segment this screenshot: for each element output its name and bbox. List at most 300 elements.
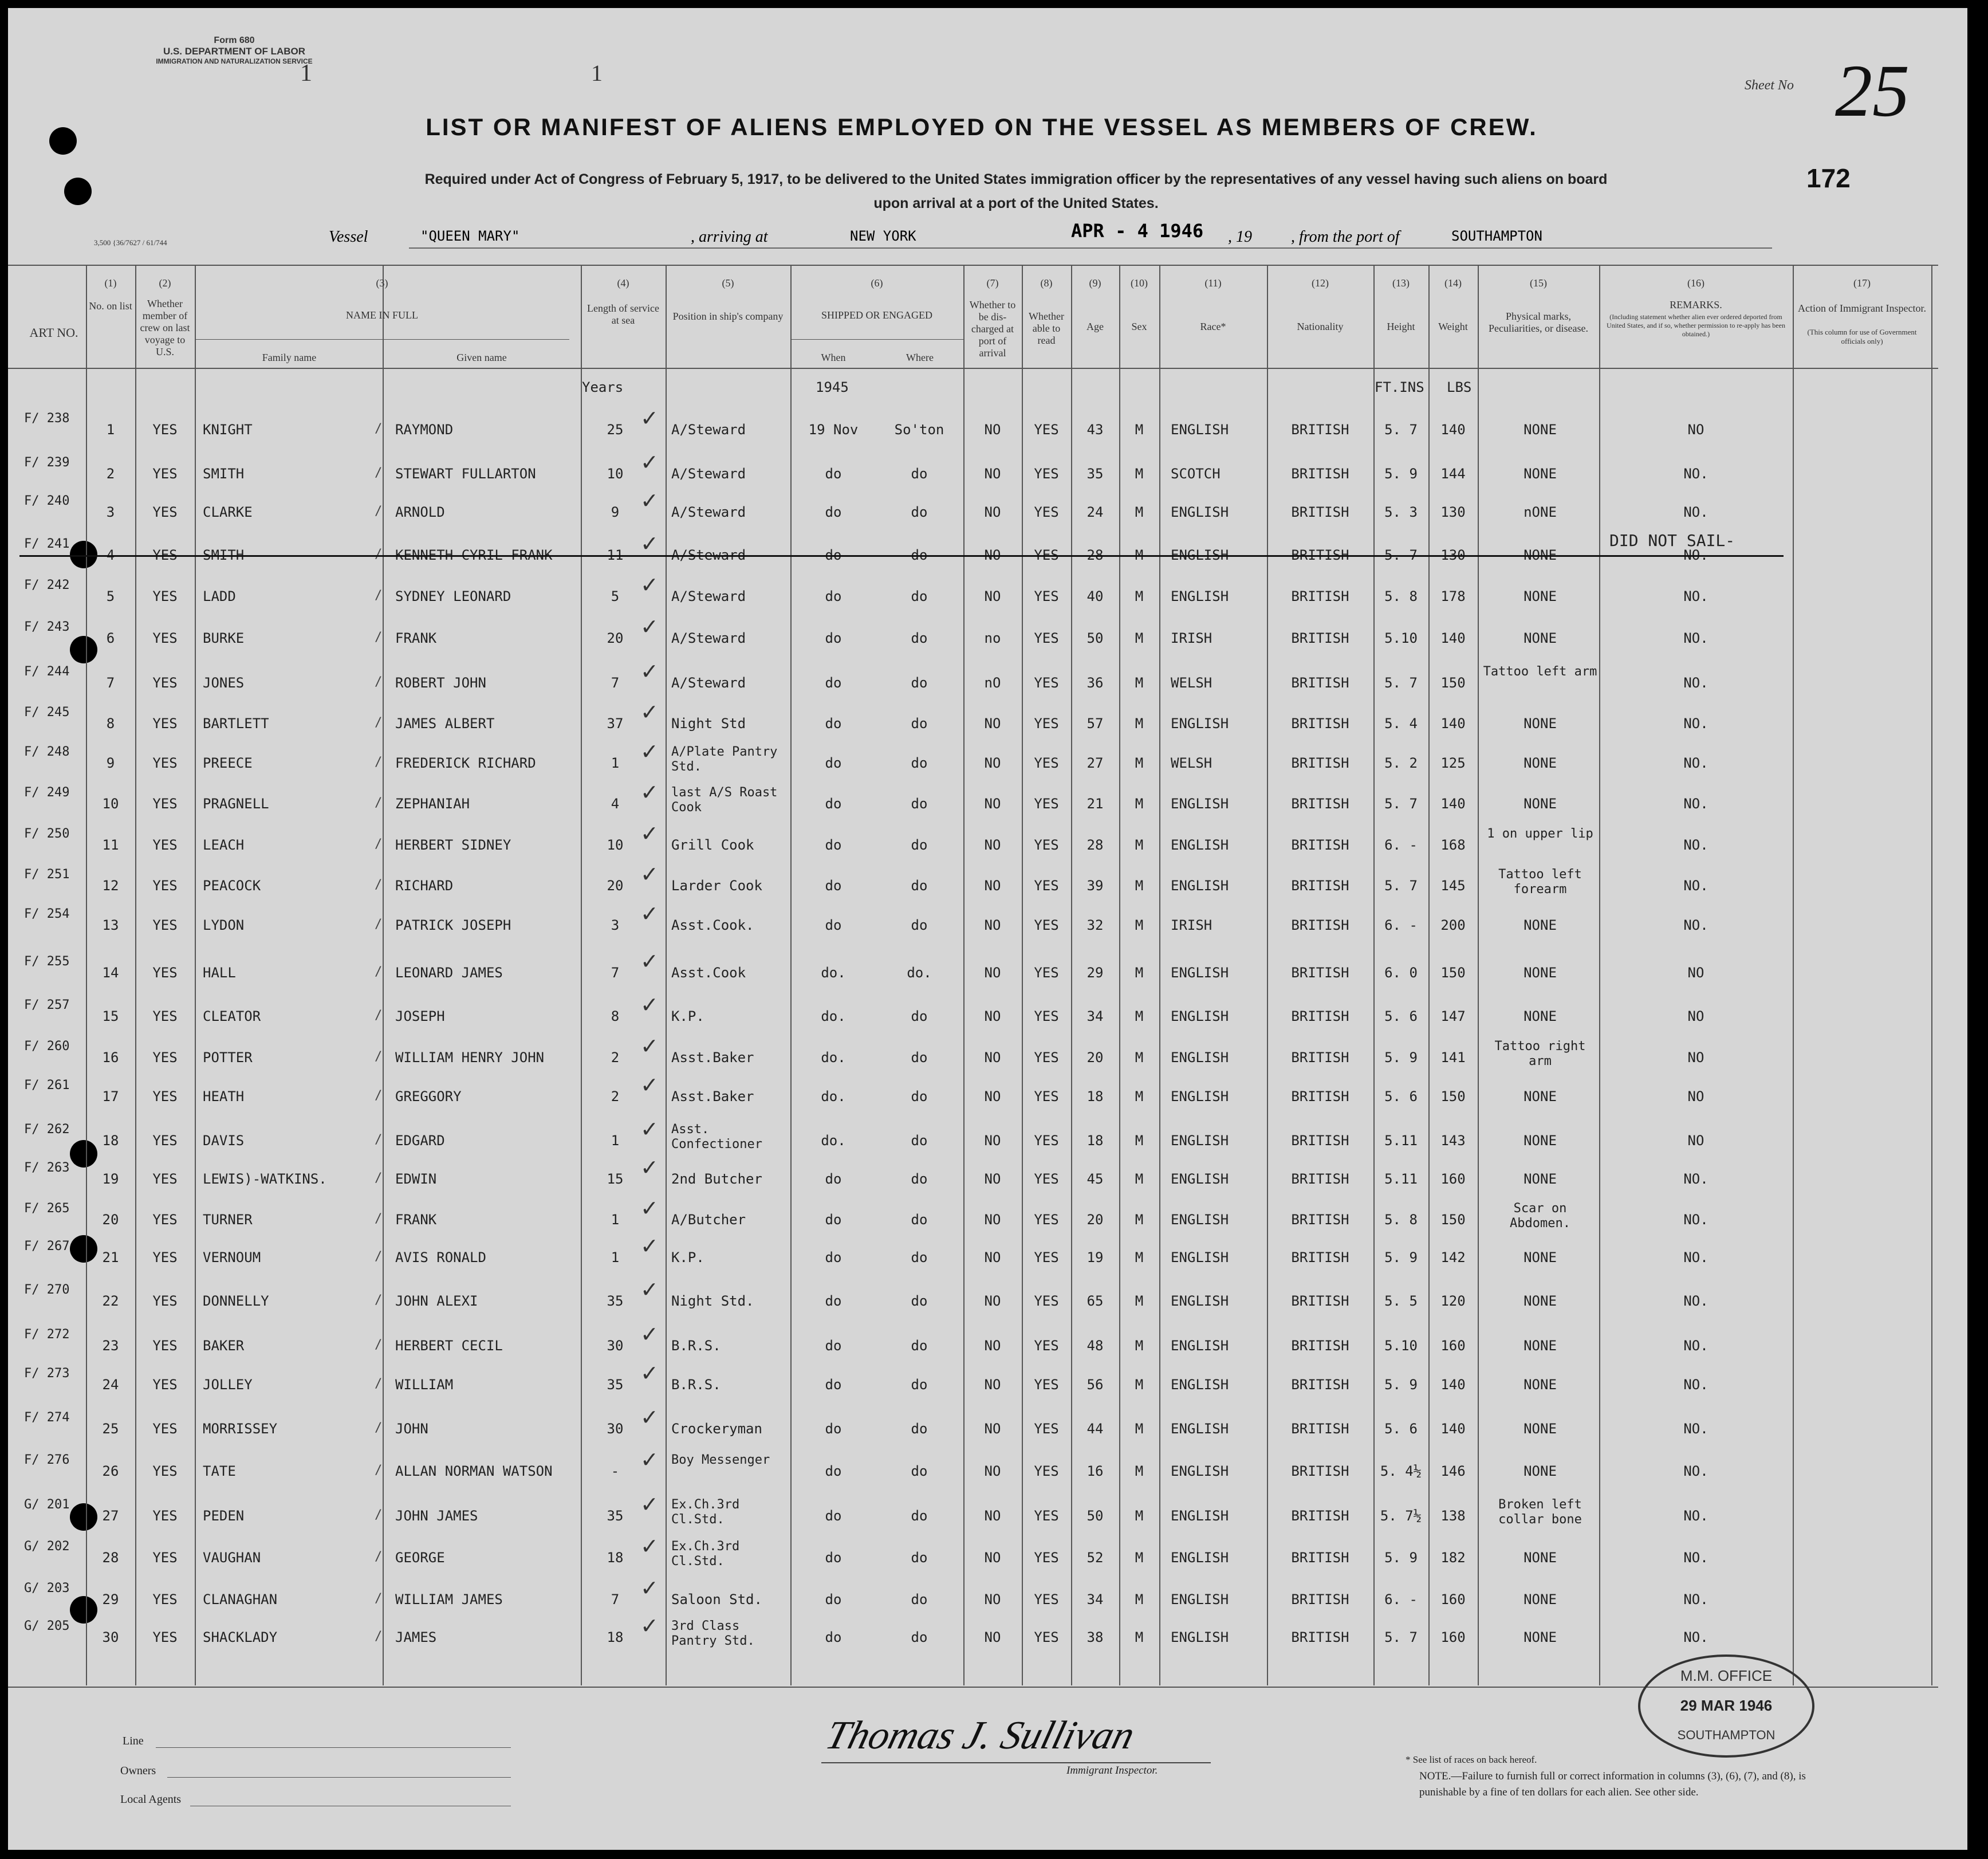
cell-no: 21 xyxy=(102,1249,119,1265)
cell-art: F/ 245 xyxy=(24,705,70,720)
cell-read: YES xyxy=(1034,1133,1059,1149)
cell-given: JOSEPH xyxy=(395,1008,445,1024)
cell-sex: M xyxy=(1135,422,1144,438)
cell-marks: NONE xyxy=(1524,917,1557,933)
cell-disch: NO xyxy=(984,588,1001,604)
cell-pos: A/Steward xyxy=(671,675,746,691)
cell-disch: NO xyxy=(984,1377,1001,1393)
cell-family: JOLLEY xyxy=(203,1377,253,1393)
cell-pos: 2nd Butcher xyxy=(671,1171,762,1187)
cell-svc: 20 xyxy=(607,630,624,646)
tick-mark: / xyxy=(375,466,383,480)
cell-wt: 200 xyxy=(1440,917,1466,933)
cell-age: 39 xyxy=(1086,878,1104,894)
cell-family: KNIGHT xyxy=(203,422,253,438)
cell-age: 48 xyxy=(1086,1338,1104,1354)
cell-wt: 140 xyxy=(1440,716,1466,732)
cell-ht: 5. 7 xyxy=(1384,422,1418,438)
cell-remarks: NO. xyxy=(1683,1629,1709,1645)
cell-read: YES xyxy=(1034,1338,1059,1354)
cell-where: do xyxy=(911,1050,928,1066)
cell-prev: YES xyxy=(152,1171,178,1187)
cell-race: IRISH xyxy=(1171,630,1213,646)
cell-disch: NO xyxy=(984,1629,1001,1645)
cell-given: JOHN JAMES xyxy=(395,1508,478,1524)
cell-given: EDWIN xyxy=(395,1171,437,1187)
cell-when: do xyxy=(825,1293,842,1309)
cell-svc: 37 xyxy=(607,716,624,732)
cell-no: 16 xyxy=(102,1050,119,1066)
col-num-14: (14) xyxy=(1444,277,1462,289)
cell-where: do xyxy=(911,547,928,563)
col-prev-header: Whether member of crew on last voyage to U.S. xyxy=(140,298,190,357)
chk-service-mark: ✓ xyxy=(640,901,659,926)
cell-family: SHACKLADY xyxy=(203,1629,278,1645)
col-height-header: Height xyxy=(1387,321,1415,332)
cell-no: 17 xyxy=(102,1088,119,1105)
stamp-date: 29 MAR 1946 xyxy=(1680,1697,1773,1714)
sheet-number: 25 xyxy=(1835,50,1910,132)
col-nationality-header: Nationality xyxy=(1297,321,1344,332)
cell-race: ENGLISH xyxy=(1171,1508,1229,1524)
cell-given: GREGGORY xyxy=(395,1088,462,1105)
cell-read: YES xyxy=(1034,878,1059,894)
cell-prev: YES xyxy=(152,1550,178,1566)
cell-given: RICHARD xyxy=(395,878,454,894)
cell-race: ENGLISH xyxy=(1171,1050,1229,1066)
cell-family: PEDEN xyxy=(203,1508,245,1524)
cell-marks: NONE xyxy=(1524,1088,1557,1105)
cell-svc: 7 xyxy=(611,1591,620,1608)
years-unit: Years xyxy=(582,379,624,395)
col-num-7: (7) xyxy=(986,277,999,289)
arrival-date: APR - 4 1946 xyxy=(1071,220,1204,242)
cell-remarks: NO. xyxy=(1683,466,1709,482)
cell-svc: - xyxy=(611,1463,620,1479)
cell-race: ENGLISH xyxy=(1171,504,1229,520)
cell-marks: NONE xyxy=(1524,1591,1557,1608)
cell-race: ENGLISH xyxy=(1171,965,1229,981)
cell-svc: 11 xyxy=(607,547,624,563)
cell-where: do xyxy=(911,837,928,853)
cell-age: 50 xyxy=(1086,630,1104,646)
cell-ht: 5. 9 xyxy=(1384,466,1418,482)
cell-remarks: NO xyxy=(1687,1133,1704,1149)
inspector-signature: Thomas J. Sullivan xyxy=(821,1713,1140,1758)
cell-prev: YES xyxy=(152,588,178,604)
cell-disch: NO xyxy=(984,965,1001,981)
cell-read: YES xyxy=(1034,1463,1059,1479)
cell-art: F/ 262 xyxy=(24,1122,70,1137)
cell-art: F/ 276 xyxy=(24,1453,70,1467)
col-art-header: ART NO. xyxy=(29,325,78,340)
page-subtitle xyxy=(306,167,1726,215)
cell-ht: 5. 6 xyxy=(1384,1008,1418,1024)
cell-marks: NONE xyxy=(1524,1421,1557,1437)
office-stamp xyxy=(1638,1654,1814,1758)
cell-no: 25 xyxy=(102,1421,119,1437)
cell-when: do xyxy=(825,630,842,646)
cell-disch: NO xyxy=(984,1508,1001,1524)
cell-no: 24 xyxy=(102,1377,119,1393)
cell-svc: 10 xyxy=(607,466,624,482)
weight-unit: LBS xyxy=(1447,379,1472,395)
tick-mark: / xyxy=(375,675,383,689)
cell-read: YES xyxy=(1034,1293,1059,1309)
chk-service-mark: ✓ xyxy=(640,531,659,556)
tick-mark: / xyxy=(375,1249,383,1264)
chk-service-mark: ✓ xyxy=(640,862,659,887)
cell-disch: NO xyxy=(984,796,1001,812)
cell-age: 40 xyxy=(1086,588,1104,604)
cell-remarks: NO. xyxy=(1683,755,1709,771)
cell-age: 27 xyxy=(1086,755,1104,771)
cell-wt: 140 xyxy=(1440,1421,1466,1437)
cell-read: YES xyxy=(1034,1212,1059,1228)
tick-mark: / xyxy=(375,504,383,518)
cell-ht: 5. 6 xyxy=(1384,1421,1418,1437)
cell-art: F/ 238 xyxy=(24,411,70,426)
cell-no: 27 xyxy=(102,1508,119,1524)
cell-remarks: NO. xyxy=(1683,588,1709,604)
cell-pos: Saloon Std. xyxy=(671,1591,762,1608)
cell-no: 1 xyxy=(106,422,115,438)
cell-nat: BRITISH xyxy=(1291,1008,1349,1024)
note-line-1: NOTE.—Failure to furnish full or correct information in columns (3), (6), (7), and (8), is xyxy=(1419,1770,1806,1782)
col-sex-header: Sex xyxy=(1131,321,1147,332)
cell-sex: M xyxy=(1135,630,1144,646)
cell-svc: 25 xyxy=(607,422,624,438)
tick-mark: / xyxy=(375,422,383,436)
cell-age: 20 xyxy=(1086,1050,1104,1066)
col-num-10: (10) xyxy=(1131,277,1148,289)
cell-remarks: NO. xyxy=(1683,1338,1709,1354)
cell-remarks: NO. xyxy=(1683,796,1709,812)
did-not-sail-note: DID NOT SAIL- xyxy=(1609,531,1735,550)
tick-mark: / xyxy=(375,837,383,851)
cell-wt: 138 xyxy=(1440,1508,1466,1524)
cell-marks: NONE xyxy=(1524,796,1557,812)
cell-where: do xyxy=(911,1293,928,1309)
cell-marks: NONE xyxy=(1524,1293,1557,1309)
service: IMMIGRATION AND NATURALIZATION SERVICE xyxy=(156,57,313,65)
cell-sex: M xyxy=(1135,547,1144,563)
cell-prev: YES xyxy=(152,837,178,853)
chk-service-mark: ✓ xyxy=(640,1492,659,1517)
cell-sex: M xyxy=(1135,796,1144,812)
cell-wt: 160 xyxy=(1440,1171,1466,1187)
cell-no: 8 xyxy=(106,716,115,732)
cell-nat: BRITISH xyxy=(1291,1550,1349,1566)
cell-prev: YES xyxy=(152,716,178,732)
table-header-rule xyxy=(8,368,1938,369)
cell-prev: YES xyxy=(152,1338,178,1354)
cell-read: YES xyxy=(1034,1629,1059,1645)
cell-pos: Asst.Cook xyxy=(671,965,746,981)
cell-prev: YES xyxy=(152,1508,178,1524)
form-mark: 1 xyxy=(300,60,312,87)
cell-nat: BRITISH xyxy=(1291,504,1349,520)
tick-mark: / xyxy=(375,1171,383,1185)
cell-family: CLANAGHAN xyxy=(203,1591,278,1608)
cell-prev: YES xyxy=(152,1050,178,1066)
cell-wt: 150 xyxy=(1440,1088,1466,1105)
cell-family: LEACH xyxy=(203,837,245,853)
cell-wt: 140 xyxy=(1440,1377,1466,1393)
tick-mark: / xyxy=(375,965,383,979)
cell-pos: B.R.S. xyxy=(671,1338,721,1354)
cell-family: SMITH xyxy=(203,547,245,563)
col-num-5: (5) xyxy=(722,277,734,289)
cell-prev: YES xyxy=(152,547,178,563)
cell-age: 36 xyxy=(1086,675,1104,691)
cell-race: ENGLISH xyxy=(1171,1550,1229,1566)
cell-marks: NONE xyxy=(1524,965,1557,981)
cell-disch: NO xyxy=(984,1008,1001,1024)
cell-remarks: NO. xyxy=(1683,1421,1709,1437)
cell-nat: BRITISH xyxy=(1291,1591,1349,1608)
cell-art: F/ 273 xyxy=(24,1366,70,1381)
cell-ht: 5.10 xyxy=(1384,1338,1418,1354)
cell-remarks: NO. xyxy=(1683,547,1709,563)
arriving-label: , arriving at xyxy=(691,228,768,246)
cell-pos: Grill Cook xyxy=(671,837,754,853)
col-given-header: Given name xyxy=(456,352,507,363)
cell-family: BURKE xyxy=(203,630,245,646)
cell-family: HALL xyxy=(203,965,236,981)
cell-sex: M xyxy=(1135,1338,1144,1354)
tick-mark: / xyxy=(375,1550,383,1564)
cell-wt: 160 xyxy=(1440,1338,1466,1354)
cell-race: ENGLISH xyxy=(1171,1088,1229,1105)
cell-given: PATRICK JOSEPH xyxy=(395,917,511,933)
cell-disch: NO xyxy=(984,422,1001,438)
cell-remarks: NO xyxy=(1687,1088,1704,1105)
cell-prev: YES xyxy=(152,422,178,438)
cell-nat: BRITISH xyxy=(1291,1629,1349,1645)
col-remarks-header: REMARKS. xyxy=(1670,299,1722,311)
cell-no: 7 xyxy=(106,675,115,691)
cell-wt: 150 xyxy=(1440,675,1466,691)
cell-art: F/ 272 xyxy=(24,1327,70,1342)
cell-art: G/ 201 xyxy=(24,1498,70,1512)
cell-age: 29 xyxy=(1086,965,1104,981)
cell-ht: 5. 7½ xyxy=(1380,1508,1422,1524)
cell-nat: BRITISH xyxy=(1291,630,1349,646)
subtitle-line-1: Required under Act of Congress of February 5, 1917, to be delivered to the United States immigration officer by the representatives of any vessel having such aliens on board xyxy=(424,171,1608,187)
cell-marks: Tattoo right arm xyxy=(1494,1039,1586,1068)
cell-prev: YES xyxy=(152,1421,178,1437)
stamp-bottom-text: SOUTHAMPTON xyxy=(1677,1728,1776,1742)
arrival-port: NEW YORK xyxy=(850,228,916,244)
cell-nat: BRITISH xyxy=(1291,1212,1349,1228)
chk-service-mark: ✓ xyxy=(640,1575,659,1601)
col-where-header: Where xyxy=(906,352,934,363)
cell-when: do xyxy=(825,716,842,732)
cell-pos: Asst.Baker xyxy=(671,1050,754,1066)
cell-disch: NO xyxy=(984,1293,1001,1309)
cell-where: do xyxy=(911,675,928,691)
cell-svc: 2 xyxy=(611,1050,620,1066)
cell-when: do xyxy=(825,675,842,691)
cell-nat: BRITISH xyxy=(1291,588,1349,604)
cell-remarks: NO. xyxy=(1683,1591,1709,1608)
cell-read: YES xyxy=(1034,755,1059,771)
col-remarks-note: (Including statement whether alien ever ordered deported from United States, and if so, whether permission to re-apply has been obtained.) xyxy=(1607,313,1785,338)
cell-given: WILLIAM xyxy=(395,1377,454,1393)
cell-given: SYDNEY LEONARD xyxy=(395,588,511,604)
cell-no: 6 xyxy=(106,630,115,646)
cell-marks: NONE xyxy=(1524,422,1557,438)
cell-when: do xyxy=(825,1508,842,1524)
cell-art: F/ 265 xyxy=(24,1201,70,1216)
cell-marks: nONE xyxy=(1524,504,1557,520)
cell-wt: 178 xyxy=(1440,588,1466,604)
cell-remarks: NO. xyxy=(1683,716,1709,732)
cell-disch: NO xyxy=(984,1249,1001,1265)
cell-svc: 8 xyxy=(611,1008,620,1024)
cell-disch: NO xyxy=(984,504,1001,520)
cell-wt: 150 xyxy=(1440,965,1466,981)
cell-when: do xyxy=(825,1249,842,1265)
cell-wt: 130 xyxy=(1440,547,1466,563)
cell-disch: NO xyxy=(984,716,1001,732)
cell-nat: BRITISH xyxy=(1291,1463,1349,1479)
cell-read: YES xyxy=(1034,716,1059,732)
chk-service-mark: ✓ xyxy=(640,1196,659,1221)
cell-read: YES xyxy=(1034,796,1059,812)
cell-read: YES xyxy=(1034,1377,1059,1393)
cell-art: F/ 240 xyxy=(24,494,70,508)
col-weight-header: Weight xyxy=(1438,321,1468,332)
cell-ht: 5. 7 xyxy=(1384,878,1418,894)
cell-wt: 125 xyxy=(1440,755,1466,771)
cell-wt: 140 xyxy=(1440,796,1466,812)
cell-pos: A/Steward xyxy=(671,466,746,482)
cell-prev: YES xyxy=(152,796,178,812)
cell-no: 30 xyxy=(102,1629,119,1645)
cell-wt: 120 xyxy=(1440,1293,1466,1309)
cell-art: F/ 270 xyxy=(24,1283,70,1297)
cell-race: ENGLISH xyxy=(1171,1249,1229,1265)
cell-disch: NO xyxy=(984,1050,1001,1066)
chk-service-mark: ✓ xyxy=(640,1277,659,1302)
cell-pos: last A/S Roast Cook xyxy=(671,785,778,815)
cell-race: ENGLISH xyxy=(1171,837,1229,853)
cell-no: 20 xyxy=(102,1212,119,1228)
cell-nat: BRITISH xyxy=(1291,1293,1349,1309)
cell-age: 28 xyxy=(1086,547,1104,563)
cell-wt: 130 xyxy=(1440,504,1466,520)
chk-service-mark: ✓ xyxy=(640,1322,659,1347)
cell-where: do xyxy=(911,755,928,771)
cell-ht: 6. - xyxy=(1384,837,1418,853)
cell-race: ENGLISH xyxy=(1171,1463,1229,1479)
col-num-3: (3) xyxy=(376,277,388,289)
cell-nat: BRITISH xyxy=(1291,1050,1349,1066)
cell-ht: 5. 4 xyxy=(1384,716,1418,732)
cell-given: HERBERT SIDNEY xyxy=(395,837,511,853)
col-num-16: (16) xyxy=(1687,277,1704,289)
page-reference: 172 xyxy=(1806,163,1851,193)
cell-pos: Asst. Confectioner xyxy=(671,1122,762,1151)
cell-wt: 140 xyxy=(1440,422,1466,438)
cell-where: do xyxy=(911,1212,928,1228)
cell-where: do xyxy=(911,1508,928,1524)
cell-marks: NONE xyxy=(1524,1249,1557,1265)
cell-read: YES xyxy=(1034,588,1059,604)
cell-svc: 1 xyxy=(611,755,620,771)
cell-race: ENGLISH xyxy=(1171,1377,1229,1393)
cell-ht: 5. 7 xyxy=(1384,675,1418,691)
cell-disch: NO xyxy=(984,755,1001,771)
cell-where: do xyxy=(911,1421,928,1437)
cell-art: F/ 244 xyxy=(24,665,70,679)
cell-svc: 10 xyxy=(607,837,624,853)
cell-disch: NO xyxy=(984,1171,1001,1187)
cell-marks: NONE xyxy=(1524,588,1557,604)
chk-service-mark: ✓ xyxy=(640,992,659,1017)
cell-svc: 35 xyxy=(607,1377,624,1393)
cell-where: do xyxy=(911,1008,928,1024)
cell-remarks: NO xyxy=(1687,422,1704,438)
cell-marks: NONE xyxy=(1524,1171,1557,1187)
col-read-header: Whether able to read xyxy=(1029,311,1064,346)
races-note: * See list of races on back hereof. xyxy=(1406,1754,1537,1765)
cell-given: FREDERICK RICHARD xyxy=(395,755,536,771)
cell-art: G/ 205 xyxy=(24,1619,70,1633)
cell-when: do xyxy=(825,466,842,482)
cell-no: 13 xyxy=(102,917,119,933)
cell-remarks: NO. xyxy=(1683,1550,1709,1566)
cell-pos: K.P. xyxy=(671,1008,704,1024)
owners-label: Owners xyxy=(120,1764,156,1777)
cell-race: ENGLISH xyxy=(1171,878,1229,894)
cell-marks: Tattoo left forearm xyxy=(1498,867,1582,897)
cell-remarks: NO. xyxy=(1683,1377,1709,1393)
cell-read: YES xyxy=(1034,1008,1059,1024)
cell-sex: M xyxy=(1135,1133,1144,1149)
cell-art: F/ 267 xyxy=(24,1239,70,1253)
cell-svc: 5 xyxy=(611,588,620,604)
tick-mark: / xyxy=(375,1508,383,1522)
cell-when: do xyxy=(825,917,842,933)
cell-remarks: NO. xyxy=(1683,630,1709,646)
tick-mark: / xyxy=(375,1088,383,1103)
cell-given: LEONARD JAMES xyxy=(395,965,503,981)
cell-ht: 6. - xyxy=(1384,1591,1418,1608)
cell-sex: M xyxy=(1135,588,1144,604)
cell-sex: M xyxy=(1135,675,1144,691)
cell-read: YES xyxy=(1034,1088,1059,1105)
tick-mark: / xyxy=(375,1629,383,1644)
cell-pos: A/Plate Pantry Std. xyxy=(671,745,778,774)
cell-read: YES xyxy=(1034,1508,1059,1524)
cell-ht: 5. 4½ xyxy=(1380,1463,1422,1479)
cell-race: WELSH xyxy=(1171,755,1213,771)
cell-svc: 1 xyxy=(611,1212,620,1228)
chk-service-mark: ✓ xyxy=(640,1233,659,1259)
cell-given: FRANK xyxy=(395,630,437,646)
cell-nat: BRITISH xyxy=(1291,917,1349,933)
cell-marks: NONE xyxy=(1524,1463,1557,1479)
cell-svc: 35 xyxy=(607,1293,624,1309)
cell-ht: 5. 2 xyxy=(1384,755,1418,771)
print-code: 3,500 {36/7627 / 61/744 xyxy=(94,238,167,247)
cell-age: 18 xyxy=(1086,1133,1104,1149)
cell-pos: Ex.Ch.3rd Cl.Std. xyxy=(671,1498,740,1527)
chk-service-mark: ✓ xyxy=(640,1361,659,1386)
